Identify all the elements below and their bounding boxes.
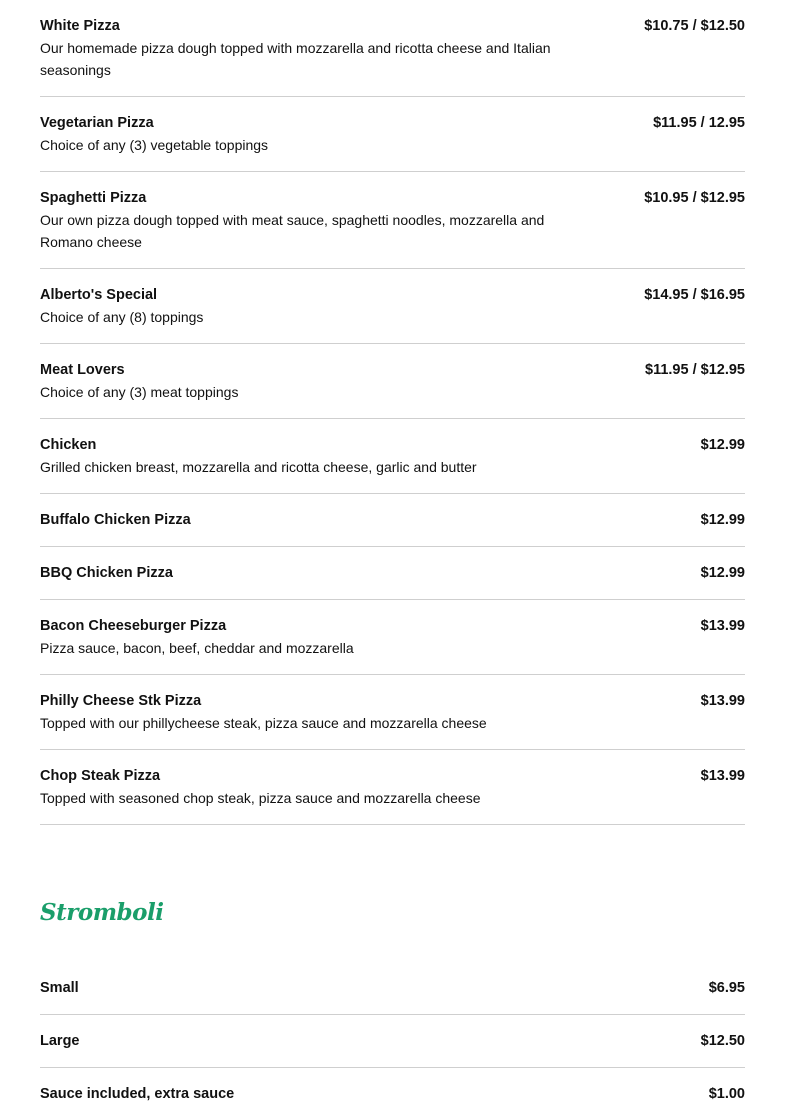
menu-item-name: Buffalo Chicken Pizza [40, 512, 191, 528]
menu-item-price: $12.99 [700, 512, 745, 528]
menu-item-price: $11.95 / $12.95 [645, 362, 745, 378]
menu-item-price: $1.00 [708, 1086, 745, 1102]
menu-item-price: $14.95 / $16.95 [644, 287, 745, 303]
menu-item-name: Meat Lovers [40, 362, 125, 378]
menu-item-name: Large [40, 1033, 80, 1049]
menu-item [40, 509, 745, 547]
menu-item-price: $13.99 [700, 768, 745, 784]
menu-item-name: Chop Steak Pizza [40, 768, 161, 784]
menu-item-name: Vegetarian Pizza [40, 115, 154, 131]
menu-item-price: $13.99 [700, 693, 745, 709]
menu-item-description: Choice of any (3) vegetable toppings [40, 137, 269, 153]
menu-item [40, 284, 745, 344]
menu-item-name: Philly Cheese Stk Pizza [40, 693, 202, 709]
menu-item-description: Topped with our phillycheese steak, pizza sauce and mozzarella cheese [40, 715, 487, 731]
menu-item [40, 187, 745, 269]
menu-item [40, 562, 745, 600]
menu-item-description: Choice of any (8) toppings [40, 309, 204, 325]
menu-item-price: $6.95 [708, 980, 745, 996]
menu-item [40, 1083, 745, 1113]
menu-item-description: Topped with seasoned chop steak, pizza sauce and mozzarella cheese [40, 790, 481, 806]
menu-item-name: Sauce included, extra sauce [40, 1086, 235, 1102]
menu-item-name: Bacon Cheeseburger Pizza [40, 618, 227, 634]
menu-item-description: Our homemade pizza dough topped with mozzarella and ricotta cheese and Italian seasonings [40, 40, 551, 78]
menu-item-price: $12.50 [700, 1033, 745, 1049]
menu-item [40, 1030, 745, 1068]
section-title-stromboli: Stromboli [40, 899, 164, 926]
menu-item-description: Grilled chicken breast, mozzarella and ricotta cheese, garlic and butter [40, 459, 477, 475]
menu-item-price: $10.75 / $12.50 [644, 18, 745, 34]
menu-item [40, 112, 745, 172]
menu-item-price: $12.99 [700, 565, 745, 581]
menu-item-name: Chicken [40, 437, 97, 453]
menu-item [40, 977, 745, 1015]
menu-item-description: Our own pizza dough topped with meat sauce, spaghetti noodles, mozzarella and Romano cheese [40, 212, 545, 250]
menu-item [40, 15, 745, 97]
menu-item [40, 765, 745, 825]
menu-item-name: Alberto's Special [40, 287, 158, 303]
menu-item [40, 690, 745, 750]
menu-item-description: Choice of any (3) meat toppings [40, 384, 239, 400]
menu-item-price: $12.99 [700, 437, 745, 453]
menu-item-price: $11.95 / 12.95 [653, 115, 745, 131]
menu-item [40, 615, 745, 675]
menu-item-name: BBQ Chicken Pizza [40, 565, 173, 581]
menu-item-price: $13.99 [700, 618, 745, 634]
menu-item-name: White Pizza [40, 18, 120, 34]
menu-item-name: Small [40, 980, 79, 996]
menu-item-name: Spaghetti Pizza [40, 190, 147, 206]
menu-item [40, 434, 745, 494]
menu-item-price: $10.95 / $12.95 [644, 190, 745, 206]
menu-item-description: Pizza sauce, bacon, beef, cheddar and mozzarella [40, 640, 354, 656]
menu-item [40, 359, 745, 419]
